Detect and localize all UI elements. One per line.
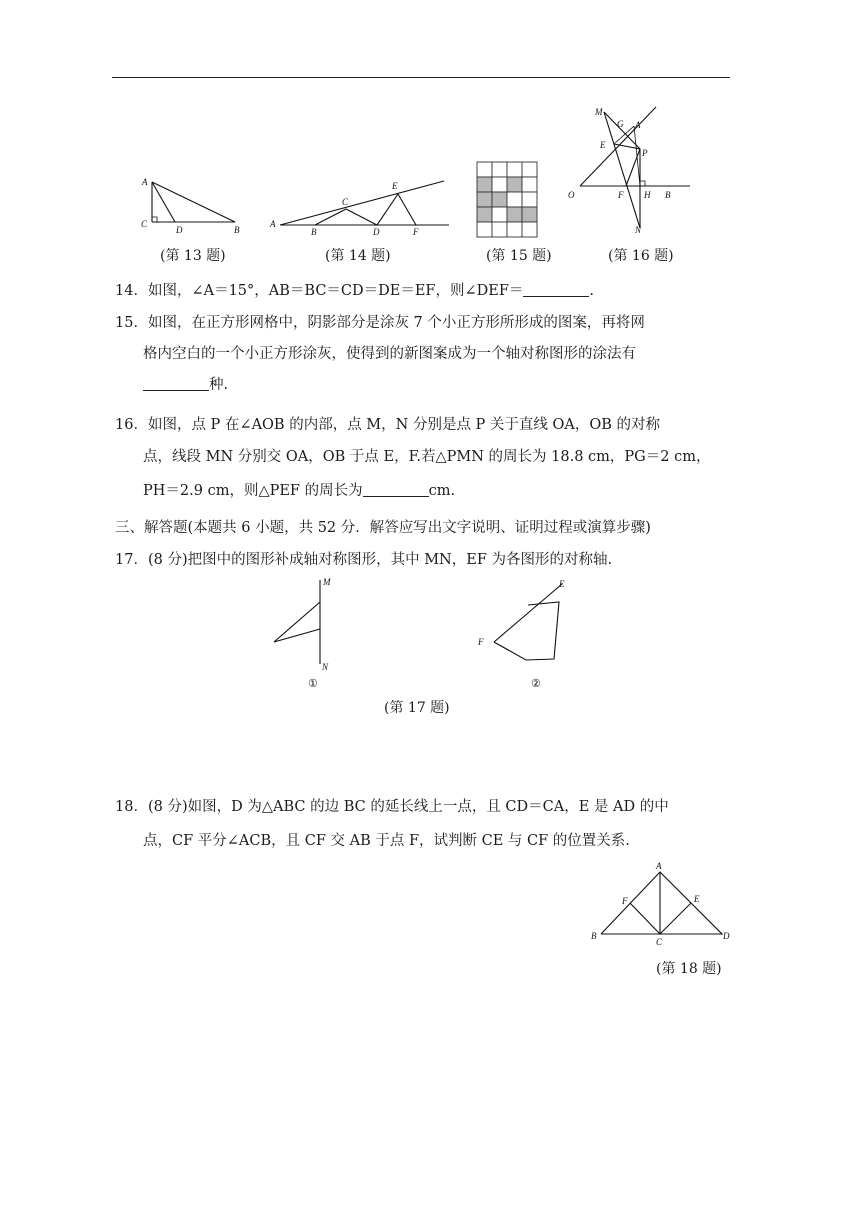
grid-cell — [522, 177, 537, 192]
fig14-label-c: C — [342, 197, 349, 207]
fig16-label-b: B — [665, 190, 671, 200]
figure-13 — [138, 172, 248, 236]
fig18-label-a: A — [656, 861, 662, 871]
fig16-label-n: N — [635, 225, 642, 235]
fig18-caption: (第 18 题) — [656, 961, 722, 977]
grid-cell-shaded — [522, 207, 537, 222]
fig16-label-g: G — [617, 119, 624, 129]
question-16-line1: 16．如图，点 P 在∠AOB 的内部，点 M，N 分别是点 P 关于直线 OA，OB 的对称 — [115, 417, 661, 433]
question-18-line1: 18．(8 分)如图，D 为△ABC 的边 BC 的延长线上一点，且 CD＝CA，E 是 AD 的中 — [115, 799, 669, 815]
grid-cell — [507, 162, 522, 177]
q14-end: . — [589, 283, 595, 299]
q16-answer-blank[interactable] — [363, 482, 429, 497]
figure-15-grid — [475, 160, 553, 238]
question-16-line2: 点，线段 MN 分别交 OA，OB 于点 E，F.若△PMN 的周长为 18.8 cm，PG＝2 cm， — [143, 449, 711, 465]
grid-cell-shaded — [492, 192, 507, 207]
fig17-label-f: F — [478, 637, 484, 647]
fig18-label-c: C — [656, 937, 663, 947]
fig17-label-two: ② — [531, 678, 541, 690]
fig14-label-d: D — [373, 227, 380, 237]
fig17-label-m: M — [323, 577, 331, 587]
q16-end: cm. — [428, 483, 456, 499]
fig14-caption: (第 14 题) — [325, 248, 391, 264]
fig13-label-d: D — [176, 225, 183, 235]
fig16-label-h: H — [644, 190, 651, 200]
fig14-label-a: A — [270, 219, 276, 229]
grid-cell — [522, 222, 537, 237]
fig15-caption: (第 15 题) — [486, 248, 552, 264]
fig13-label-a: A — [142, 177, 148, 187]
fig16-label-m: M — [595, 107, 603, 117]
fig18-label-b: B — [591, 931, 597, 941]
fig17-label-one: ① — [308, 678, 318, 690]
grid-cell-shaded — [477, 177, 492, 192]
q14-answer-blank[interactable] — [523, 282, 589, 297]
grid-cell — [492, 207, 507, 222]
question-15-line2: 格内空白的一个小正方形涂灰，使得到的新图案成为一个轴对称图形的涂法有 — [143, 346, 636, 362]
grid-cell-shaded — [477, 192, 492, 207]
question-17: 17．(8 分)把图中的图形补成轴对称图形，其中 MN，EF 为各图形的对称轴. — [115, 552, 613, 568]
grid-cell — [492, 177, 507, 192]
fig16-label-o: O — [568, 190, 575, 200]
fig16-caption: (第 16 题) — [608, 248, 674, 264]
fig17-label-e: E — [559, 579, 565, 589]
fig13-caption: (第 13 题) — [160, 248, 226, 264]
header-rule — [112, 77, 730, 78]
q15-end: 种. — [209, 377, 229, 393]
fig17-label-n: N — [322, 662, 329, 672]
question-18-line2: 点，CF 平分∠ACB，且 CF 交 AB 于点 F，试判断 CE 与 CF 的位置关系. — [143, 833, 630, 849]
fig18-label-f: F — [622, 896, 628, 906]
fig16-label-a: A — [635, 120, 641, 130]
grid-cell — [492, 162, 507, 177]
fig16-label-f: F — [618, 190, 624, 200]
figure-18 — [586, 858, 736, 950]
grid-cell — [522, 162, 537, 177]
grid-cell — [492, 222, 507, 237]
question-15-line3 — [143, 374, 228, 396]
fig14-label-e: E — [392, 181, 398, 191]
fig14-label-b: B — [311, 227, 317, 237]
grid-cell — [507, 192, 522, 207]
fig13-label-b: B — [234, 225, 240, 235]
grid-cell-shaded — [507, 177, 522, 192]
fig16-label-p: P — [642, 148, 648, 158]
grid-cell-shaded — [507, 207, 522, 222]
question-16-line3 — [143, 480, 455, 502]
q16-text: PH＝2.9 cm，则△PEF 的周长为 — [143, 483, 363, 499]
fig18-label-e: E — [694, 894, 700, 904]
figure-17 — [262, 576, 582, 694]
fig13-label-c: C — [141, 219, 148, 229]
question-14 — [115, 280, 594, 302]
q14-text: 14．如图，∠A＝15°，AB＝BC＝CD＝DE＝EF，则∠DEF＝ — [115, 283, 524, 299]
grid-cell — [477, 162, 492, 177]
question-15-line1: 15．如图，在正方形网格中，阴影部分是涂灰 7 个小正方形所形成的图案，再将网 — [115, 315, 645, 331]
fig14-label-f: F — [413, 227, 419, 237]
grid-cell-shaded — [477, 207, 492, 222]
fig18-label-d: D — [723, 931, 730, 941]
grid-cell — [522, 192, 537, 207]
grid-cell — [477, 222, 492, 237]
q15-answer-blank[interactable] — [143, 376, 209, 391]
fig17-caption: (第 17 题) — [384, 700, 450, 716]
grid-cell — [507, 222, 522, 237]
figure-16 — [564, 104, 694, 234]
fig16-label-e: E — [600, 140, 606, 150]
section-3-heading: 三、解答题(本题共 6 小题，共 52 分．解答应写出文字说明、证明过程或演算步骤) — [115, 520, 651, 536]
figure-14 — [266, 172, 452, 236]
